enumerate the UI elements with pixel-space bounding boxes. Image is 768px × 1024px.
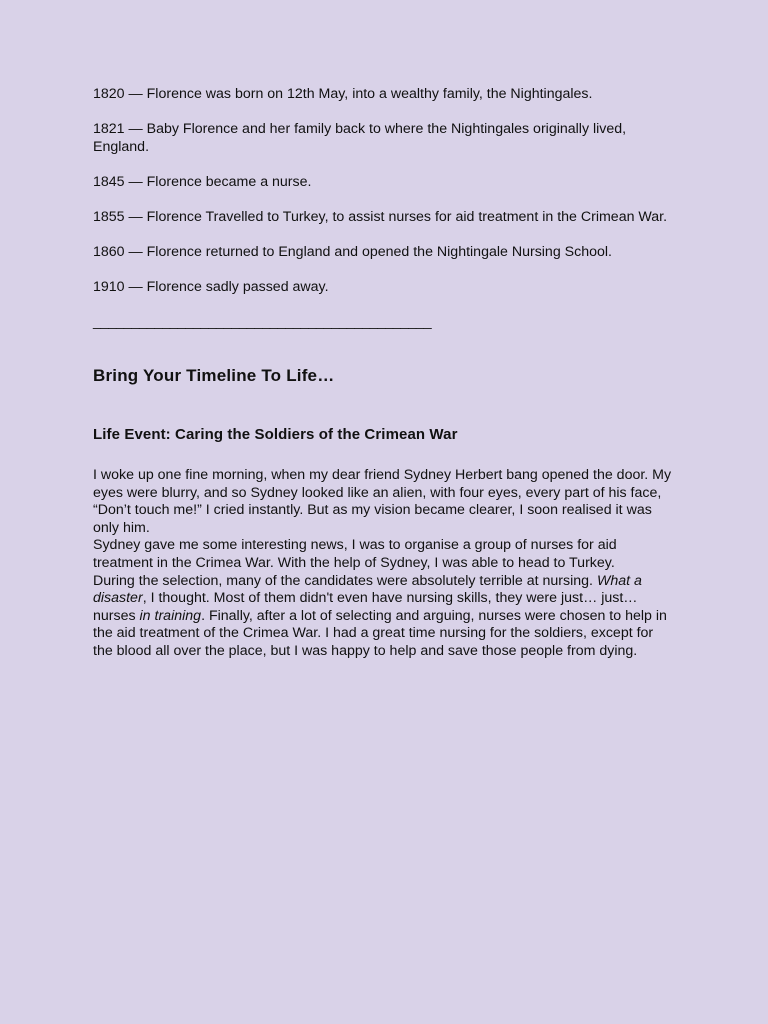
timeline-entry-1910: 1910 — Florence sadly passed away.	[93, 278, 329, 295]
timeline-entry-1820: 1820 — Florence was born on 12th May, into a wealthy family, the Nightingales.	[93, 86, 593, 102]
story-text-span: , I thought. Most of them didn't even have nursing skills, they were just… just… nurses	[93, 590, 638, 624]
story-italic-in-training: in training	[139, 607, 202, 624]
story-italic-what-a-disaster: What a disaster	[93, 572, 642, 607]
timeline-entry-1821: 1821 — Baby Florence and her family back to where the Nightingales originally lived, England.	[93, 121, 627, 155]
story-text	[93, 467, 673, 661]
timeline-list	[93, 86, 673, 296]
section-divider: ____________________________________________	[93, 313, 432, 330]
timeline-entry-1845: 1845 — Florence became a nurse.	[93, 173, 312, 190]
story-text-span: . Finally, after a lot of selecting and arguing, nurses were chosen to help in the aid treatment of the Crimea War. I had a great time nursing for the soldiers, except for the blood all over the place, but I was happy to help and save those people from dying.	[93, 607, 667, 659]
story-paragraph-2: Sydney gave me some interesting news, I was to organise a group of nurses for aid treatment in the Crimea War. With the help of Sydney, I was able to head to Turkey.	[93, 537, 617, 571]
story-text-span: During the selection, many of the candidates were absolutely terrible at nursing.	[93, 572, 597, 589]
life-event-title: Life Event: Caring the Soldiers of the Crimean War	[93, 426, 458, 443]
timeline-entry-1855: 1855 — Florence Travelled to Turkey, to assist nurses for aid treatment in the Crimean War.	[93, 208, 668, 225]
document-content	[93, 86, 673, 661]
timeline-entry-1860: 1860 — Florence returned to England and opened the Nightingale Nursing School.	[93, 243, 612, 260]
story-paragraph-1: I woke up one fine morning, when my dear friend Sydney Herbert bang opened the door. My eyes were blurry, and so Sydney looked like an alien, with four eyes, every part of his face, “Don’t touch me!” I cried instantly. But as my vision became clearer, I soon realised it was only him.	[93, 467, 672, 536]
section-heading: Bring Your Timeline To Life…	[93, 366, 335, 385]
story-paragraph-3	[93, 573, 673, 661]
